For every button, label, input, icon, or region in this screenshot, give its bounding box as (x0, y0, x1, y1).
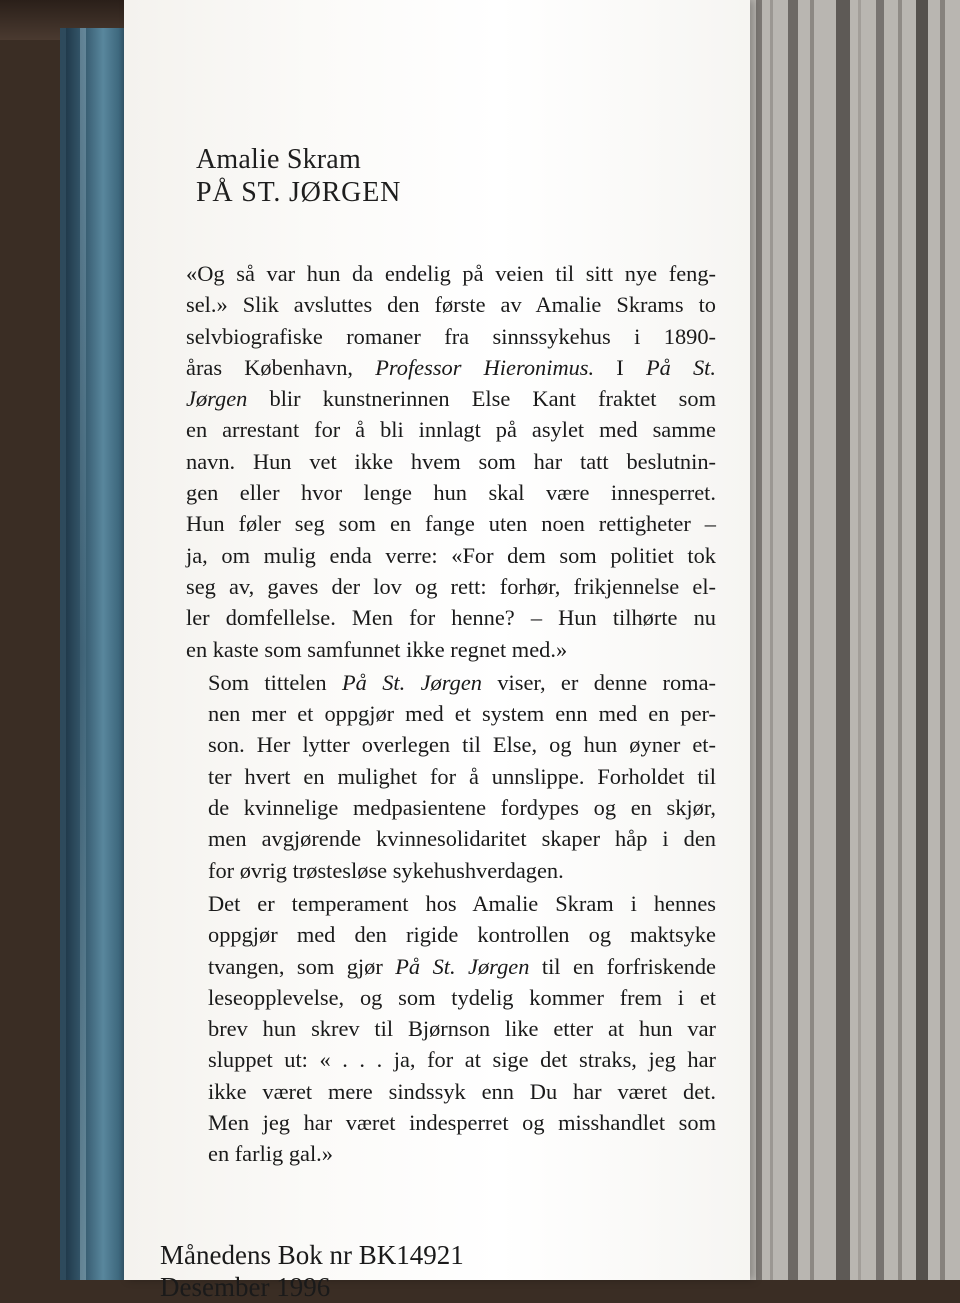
book-title: PÅ ST. JØRGEN (196, 177, 402, 208)
blurb-line: en kaste som samfunnet ikke regnet med.» (186, 636, 568, 662)
blurb-line: Jørgen blir kunstnerinnen Else Kant fraktet som (186, 386, 716, 412)
blurb-line: brev hun skrev til Bjørnson like etter at hun var (208, 1016, 716, 1042)
book-spine-highlight (80, 28, 86, 1280)
blurb-line: «Og så var hun da endelig på veien til sitt nye feng- (186, 261, 716, 286)
cover-wood-texture (748, 0, 960, 1280)
book-spine-edge (66, 28, 128, 1280)
blurb-line: son. Her lytter overlegen til Else, og hun øyner et- (208, 732, 716, 758)
blurb-line: men avgjørende kvinnesolidaritet skaper håp i den (208, 826, 716, 852)
blurb-line: navn. Hun vet ikke hvem som har tatt beslutnin- (186, 448, 716, 474)
blurb-line: gen eller hvor lenge hun skal være innesperret. (186, 480, 716, 506)
blurb-line: ter hvert en mulighet for å unnslippe. Forholdet til (208, 763, 716, 789)
blurb-line: ler domfellelse. Men for henne? – Hun tilhørte nu (186, 605, 716, 631)
blurb-line: leseopplevelse, og som tydelig kommer frem i et (208, 984, 716, 1010)
blurb-paragraph-2 (186, 667, 716, 886)
blurb-line: de kvinnelige medpasientene fordypes og en skjør, (208, 795, 716, 821)
blurb-line: en farlig gal.» (208, 1141, 333, 1167)
blurb-paragraph-3 (186, 888, 716, 1170)
blurb-line: Det er temperament hos Amalie Skram i hennes (208, 890, 716, 916)
blurb-line: tvangen, som gjør På St. Jørgen til en forfriskende (208, 953, 716, 979)
blurb-line: Men jeg har været indesperret og misshandlet som (208, 1110, 716, 1136)
blurb-line: en arrestant for å bli innlagt på asylet med samme (186, 417, 716, 443)
blurb-line: seg av, gaves der lov og rett: forhør, frikjennelse el- (186, 573, 716, 599)
blurb-line: oppgjør med den rigide kontrollen og maktsyke (208, 922, 716, 948)
blurb-line: sel.» Slik avsluttes den første av Amalie Skrams to (186, 292, 716, 318)
author-name: Amalie Skram (196, 144, 361, 175)
book-club-date: Desember 1996 (160, 1272, 331, 1302)
blurb-line: nen mer et oppgjør med et system enn med en per- (208, 701, 716, 727)
blurb-line: selvbiografiske romaner fra sinnssykehus i 1890- (186, 323, 716, 349)
blurb-line: ja, om mulig enda verre: «For dem som politiet tok (186, 542, 716, 568)
book-blurb (186, 258, 716, 1170)
blurb-line: sluppet ut: « . . . ja, for at sige det straks, jeg har (208, 1047, 716, 1073)
blurb-line: åras København, Professor Hieronimus. I På St. (186, 354, 716, 380)
blurb-line: Som tittelen På St. Jørgen viser, er denne roma- (208, 669, 716, 695)
book-club-number: Månedens Bok nr BK14921 (160, 1240, 464, 1270)
blurb-line: Hun føler seg som en fange uten noen rettigheter – (186, 511, 716, 537)
blurb-paragraph-1 (186, 258, 716, 665)
blurb-line: for øvrig trøstesløse sykehushverdagen. (208, 857, 564, 883)
blurb-line: ikke været mere sindssyk enn Du har været det. (208, 1078, 716, 1104)
